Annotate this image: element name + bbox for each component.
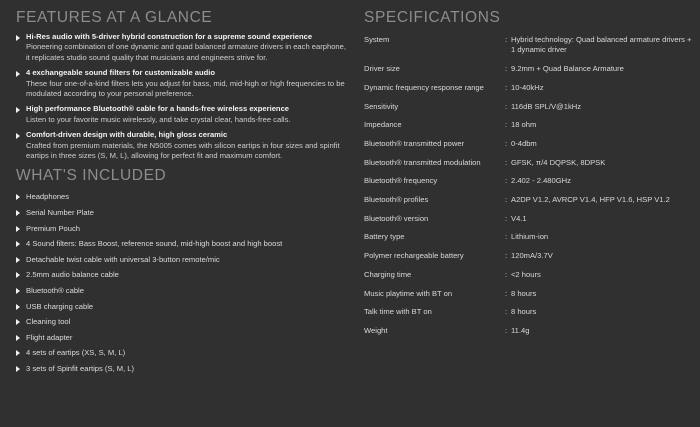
included-item-label: 2.5mm audio balance cable: [26, 270, 119, 280]
spec-row: [364, 270, 694, 280]
spec-value: : 2.402 - 2.480GHz: [505, 176, 694, 186]
spec-row: [364, 289, 694, 299]
included-item-label: Detachable twist cable with universal 3-button remote/mic: [26, 254, 220, 264]
included-item: [16, 361, 346, 377]
included-item: [16, 252, 346, 268]
spec-label: Weight: [364, 325, 388, 335]
spec-label: Driver size: [364, 64, 400, 74]
bullet-triangle-icon: [16, 288, 20, 294]
spec-value: : 116dB SPL/V@1kHz: [505, 102, 694, 112]
feature-item: [16, 32, 346, 63]
spec-label: Bluetooth® transmitted power: [364, 138, 465, 148]
spec-row: [364, 120, 694, 130]
included-item-label: USB charging cable: [26, 301, 94, 311]
included-item: [16, 205, 346, 221]
spec-value: : Hybrid technology: Quad balanced armature drivers + 1 dynamic driver: [505, 35, 694, 56]
spec-value: : 0-4dbm: [505, 139, 694, 149]
feature-description: Crafted from premium materials, the N5005 comes with silicon eartips in four sizes and spinfit eartips in three sizes (S, M, L), allowing for perfect fit and maximum comfort.: [26, 140, 340, 161]
included-item-label: Bluetooth® cable: [26, 286, 84, 296]
bullet-triangle-icon: [16, 366, 20, 372]
spec-label: Dynamic frequency response range: [364, 82, 484, 92]
included-title: WHAT'S INCLUDED: [16, 167, 167, 185]
spec-row: [364, 214, 694, 224]
spec-label: Impedance: [364, 120, 402, 130]
spec-label: Battery type: [364, 232, 405, 242]
spec-value: : V4.1: [505, 214, 694, 224]
bullet-triangle-icon: [16, 133, 20, 139]
bullet-triangle-icon: [16, 350, 20, 356]
spec-row: [364, 158, 694, 168]
included-item-label: Cleaning tool: [26, 317, 71, 327]
spec-value: : 9.2mm + Quad Balance Armature: [505, 64, 694, 74]
spec-value: : <2 hours: [505, 270, 694, 280]
bullet-triangle-icon: [16, 241, 20, 247]
spec-label: System: [364, 35, 390, 44]
spec-value: : 8 hours: [505, 289, 694, 299]
spec-row: [364, 195, 694, 205]
bullet-triangle-icon: [16, 210, 20, 216]
spec-label: Talk time with BT on: [364, 307, 432, 317]
spec-row: [364, 232, 694, 242]
included-item-label: Headphones: [26, 192, 70, 202]
spec-row: [364, 64, 694, 74]
bullet-triangle-icon: [16, 335, 20, 341]
bullet-triangle-icon: [16, 304, 20, 310]
included-item-label: 4 Sound filters: Bass Boost, reference sound, mid-high boost and high boost: [26, 239, 283, 249]
included-item: [16, 267, 346, 283]
spec-row: [364, 139, 694, 149]
spec-value: : 120mA/3.7V: [505, 251, 694, 261]
included-item-label: Premium Pouch: [26, 223, 81, 233]
spec-value: : 10-40kHz: [505, 83, 694, 93]
spec-value: : 18 ohm: [505, 120, 694, 130]
bullet-triangle-icon: [16, 257, 20, 263]
spec-label: Bluetooth® profiles: [364, 195, 429, 205]
included-item: [16, 345, 346, 361]
spec-label: Bluetooth® version: [364, 213, 429, 223]
specifications-title: SPECIFICATIONS: [364, 9, 501, 26]
features-title: FEATURES AT A GLANCE: [16, 9, 213, 26]
included-item: [16, 283, 346, 299]
spec-label: Music playtime with BT on: [364, 288, 453, 298]
feature-description: Pioneering combination of one dynamic and quad balanced armature drivers in each earphone, it replicates studio sound quality that musicians and engineers strive for.: [26, 42, 346, 62]
spec-label: Bluetooth® frequency: [364, 176, 438, 186]
feature-item: [16, 130, 346, 161]
feature-heading: Hi-Res audio with 5-driver hybrid construction for a supreme sound experience: [26, 32, 313, 41]
bullet-triangle-icon: [16, 35, 20, 41]
bullet-triangle-icon: [16, 107, 20, 113]
spec-value: : 8 hours: [505, 307, 694, 317]
bullet-triangle-icon: [16, 71, 20, 77]
spec-row: [364, 35, 694, 56]
right-column: [364, 9, 694, 345]
spec-label: Sensitivity: [364, 101, 399, 111]
feature-heading: Comfort-driven design with durable, high gloss ceramic: [26, 130, 228, 140]
bullet-triangle-icon: [16, 272, 20, 278]
included-list: [16, 189, 346, 376]
included-item: [16, 299, 346, 315]
spec-row: [364, 307, 694, 317]
included-item: [16, 189, 346, 205]
included-item-label: Flight adapter: [26, 332, 73, 342]
spec-value: : GFSK, π/4 DQPSK, 8DPSK: [505, 158, 694, 168]
bullet-triangle-icon: [16, 226, 20, 232]
spec-label: Bluetooth® transmitted modulation: [364, 157, 481, 167]
feature-description: These four one-of-a-kind filters lets you adjust for bass, mid, mid-high or high frequencies to be modulated according to your personal preference.: [26, 78, 345, 99]
feature-description: Listen to your favorite music wirelessly, and take crystal clear, hands-free calls.: [26, 114, 291, 124]
spec-value: : A2DP V1.2, AVRCP V1.4, HFP V1.6, HSP V1.2: [505, 195, 694, 205]
specifications-table: [364, 35, 694, 336]
included-item-label: 4 sets of eartips (XS, S, M, L): [26, 348, 126, 358]
spec-value: : 11.4g: [505, 326, 694, 336]
spec-row: [364, 251, 694, 261]
feature-heading: 4 exchangeable sound filters for customizable audio: [26, 68, 216, 78]
feature-item: [16, 104, 346, 125]
left-column: [16, 9, 346, 377]
spec-label: Charging time: [364, 269, 412, 279]
included-item: [16, 236, 346, 252]
included-item: [16, 221, 346, 237]
spec-value: : Lithium-ion: [505, 232, 694, 242]
included-item-label: Serial Number Plate: [26, 208, 94, 218]
bullet-triangle-icon: [16, 194, 20, 200]
feature-item: [16, 68, 346, 99]
features-list: [16, 32, 346, 161]
spec-row: [364, 176, 694, 186]
spec-row: [364, 326, 694, 336]
spec-row: [364, 102, 694, 112]
included-item: [16, 314, 346, 330]
spec-row: [364, 83, 694, 93]
bullet-triangle-icon: [16, 319, 20, 325]
included-item: [16, 330, 346, 346]
included-item-label: 3 sets of Spinfit eartips (S, M, L): [26, 364, 135, 373]
spec-label: Polymer rechargeable battery: [364, 251, 464, 261]
feature-heading: High performance Bluetooth® cable for a hands-free wireless experience: [26, 104, 290, 114]
